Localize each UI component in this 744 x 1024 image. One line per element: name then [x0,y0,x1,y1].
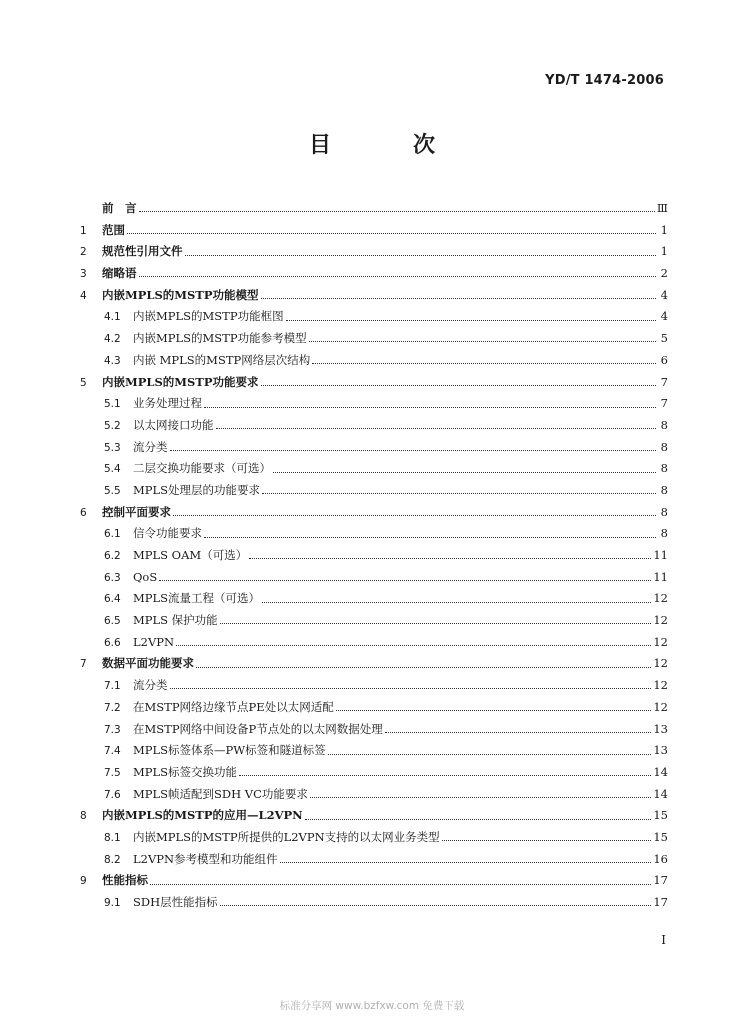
toc-entry-label: 控制平面要求 [102,504,171,519]
toc-entry-number: 5.2 [104,419,121,432]
toc-entry-label: SDH层性能指标 [133,895,218,909]
toc-entry[interactable] [80,198,668,220]
toc-entry-number: 4.1 [104,311,121,324]
toc-entry-page: 17 [653,873,668,888]
toc-entry-label: MPLS帧适配到SDH VC功能要求 [133,786,308,801]
toc-entry-page: 12 [653,591,668,606]
toc-entry-number: 6.2 [104,550,121,562]
toc-entry-page: 14 [653,764,668,779]
toc-entry-label: MPLS标签交换功能 [133,764,238,779]
toc-entry-page: 15 [653,829,668,844]
toc-entry[interactable] [80,415,668,437]
toc-entry-number: 7.1 [104,680,121,693]
toc-entry-label: 业务处理过程 [133,396,202,411]
toc-entry-page: 12 [653,634,668,649]
toc-entry-page: 12 [653,613,668,628]
toc-entry[interactable] [80,306,668,328]
toc-entry[interactable] [80,632,668,654]
toc-entry[interactable] [80,697,668,719]
toc-entry-label: 前 言 [102,201,137,215]
toc-entry-page: 12 [653,699,668,714]
toc-entry-label: 流分类 [133,678,168,693]
toc-entry-number: 4.2 [104,333,121,346]
toc-entry-page: 7 [660,396,668,411]
dot-leader [173,515,656,516]
toc-entry-page: 8 [660,482,668,497]
toc-entry-number: 8.1 [104,831,121,844]
toc-entry[interactable] [80,719,668,741]
dot-leader [385,732,652,733]
toc-entry-number: 1 [80,224,87,237]
dot-leader [280,862,652,863]
toc-entry-label: MPLS OAM（可选） [133,548,248,562]
toc-entry-label: 信令功能要求 [133,526,202,541]
toc-entry[interactable] [80,350,668,372]
toc-entry[interactable] [80,285,668,307]
toc-entry-label: 性能指标 [102,873,148,888]
toc-entry-number: 6.3 [104,571,121,584]
toc-entry-number: 5 [80,376,87,389]
toc-entry[interactable] [80,328,668,350]
toc-entry[interactable] [80,523,668,545]
toc-entry[interactable] [80,437,668,459]
toc-entry[interactable] [80,827,668,849]
dot-leader [273,472,656,473]
toc-entry-number: 2 [80,246,87,259]
toc-entry-number: 3 [80,268,87,281]
toc-entry-label: 在MSTP网络边缘节点PE处以太网适配 [133,699,334,714]
toc-entry[interactable] [80,653,668,675]
toc-entry[interactable] [80,805,668,827]
toc-entry-number: 8 [80,810,87,823]
toc-entry-label: 内嵌MPLS的MSTP功能要求 [102,374,259,389]
toc-entry[interactable] [80,502,668,524]
toc-entry-label: QoS [133,569,158,584]
toc-entry[interactable] [80,740,668,762]
toc-entry-number: 6.5 [104,615,121,628]
toc-entry-label: MPLS 保护功能 [133,613,218,628]
dot-leader [170,450,657,451]
toc-entry-label: 内嵌MPLS的MSTP功能模型 [102,287,259,302]
toc-entry-number: 6 [80,506,87,519]
toc-entry-label: MPLS处理层的功能要求 [133,482,261,497]
dot-leader [312,363,656,364]
dot-leader [220,905,652,906]
toc-entry-label: 缩略语 [102,266,137,281]
toc-entry-number: 7.4 [104,745,121,758]
dot-leader [442,840,652,841]
toc-entry[interactable] [80,372,668,394]
dot-leader [216,428,657,429]
toc-entry[interactable] [80,675,668,697]
dot-leader [239,775,651,776]
toc-entry-number: 7.6 [104,788,121,801]
toc-entry-page: 8 [660,461,668,476]
toc-entry-number: 8.2 [104,853,121,866]
toc-entry-number: 4.3 [104,354,121,367]
toc-entry[interactable] [80,545,668,567]
toc-entry-page: 15 [653,808,668,823]
toc-entry-label: 二层交换功能要求（可选） [133,461,271,476]
dot-leader [310,797,651,798]
toc-entry-number: 7 [80,658,87,671]
dot-leader [185,255,657,256]
dot-leader [159,580,651,581]
toc-entry-label: 内嵌 MPLS的MSTP网络层次结构 [133,352,311,367]
toc-entry[interactable] [80,220,668,242]
toc-entry-number: 6.1 [104,528,121,541]
toc-entry-page: 13 [653,721,668,736]
toc-entry-label: L2VPN [133,634,175,649]
toc-entry[interactable] [80,480,668,502]
dot-leader [150,884,651,885]
dot-leader [139,211,655,212]
dot-leader [309,341,656,342]
toc-entry-number: 9.1 [104,897,121,909]
toc-entry-label: 以太网接口功能 [133,417,214,432]
standard-code: YD/T 1474-2006 [545,73,664,88]
toc-entry-label: L2VPN参考模型和功能组件 [133,851,278,866]
toc-entry[interactable] [80,458,668,480]
toc-entry[interactable] [80,762,668,784]
toc-entry-page: 12 [653,678,668,693]
toc-entry-page: 1 [660,222,668,237]
page-title: 目 次 [308,133,465,158]
toc-entry[interactable] [80,870,668,892]
toc-entry-page: 14 [653,786,668,801]
toc-entry-number: 7.3 [104,723,121,736]
toc-entry-page: 11 [653,548,668,562]
dot-leader [204,537,656,538]
dot-leader [262,602,651,603]
dot-leader [204,407,656,408]
dot-leader [249,558,651,559]
toc-entry-page: 16 [653,851,668,866]
toc-entry-number: 5.5 [104,484,121,497]
toc-entry[interactable] [80,241,668,263]
toc-entry-page: 4 [660,309,668,324]
toc-entry-number: 7.5 [104,766,121,779]
toc-entry-label: 在MSTP网络中间设备P节点处的以太网数据处理 [133,721,383,736]
dot-leader [196,667,651,668]
toc-entry[interactable] [80,263,668,285]
toc-entry-label: 内嵌MPLS的MSTP功能框图 [133,309,284,324]
toc-entry-page: 6 [660,352,668,367]
toc-entry[interactable] [80,567,668,589]
dot-leader [305,819,652,820]
toc-entry[interactable] [80,393,668,415]
dot-leader [328,754,652,755]
toc-entry-page: 1 [660,244,668,259]
toc-entry-page: 11 [653,569,668,584]
toc-entry-label: MPLS标签体系—PW标签和隧道标签 [133,743,326,758]
toc-entry-number: 6.4 [104,593,121,606]
toc-entry-number: 5.4 [104,463,121,476]
dot-leader [127,233,656,234]
toc-entry-label: 内嵌MPLS的MSTP的应用—L2VPN [102,808,303,823]
toc-entry-page: 5 [660,331,668,346]
toc-entry-page: 13 [653,743,668,758]
dot-leader [336,710,652,711]
toc-entry-number: 4 [80,289,87,302]
toc-entry-label: 内嵌MPLS的MSTP功能参考模型 [133,331,307,346]
toc-entry-page: 8 [660,417,668,432]
dot-leader [261,298,656,299]
toc-entry-number: 7.2 [104,701,121,714]
toc-entry-page: 12 [653,656,668,671]
dot-leader [220,623,652,624]
watermark: 标准分享网 www.bzfxw.com 免费下载 [279,1000,465,1012]
toc-entry-page: 8 [660,504,668,519]
dot-leader [170,688,652,689]
toc-entry-label: 规范性引用文件 [102,244,183,259]
dot-leader [262,493,656,494]
dot-leader [261,385,656,386]
toc-entry-page: 8 [660,439,668,454]
toc-entry[interactable] [80,892,668,914]
toc-entry-label: 流分类 [133,439,168,454]
toc-entry-page: 8 [660,526,668,541]
toc-entry[interactable] [80,784,668,806]
page-number: I [661,933,666,947]
toc-entry-label: MPLS流量工程（可选） [133,591,261,606]
toc-entry-page: 7 [660,374,668,389]
toc-entry-page: 4 [660,287,668,302]
toc-entry-label: 内嵌MPLS的MSTP所提供的L2VPN支持的以太网业务类型 [133,829,440,844]
toc-entry-number: 5.3 [104,441,121,454]
toc-entry-number: 9 [80,875,87,888]
toc-entry-label: 范围 [102,222,125,237]
toc-entry-number: 6.6 [104,636,121,649]
table-of-contents [80,198,668,914]
dot-leader [176,645,651,646]
toc-entry[interactable] [80,849,668,871]
toc-entry-label: 数据平面功能要求 [102,656,194,671]
toc-entry[interactable] [80,588,668,610]
toc-entry[interactable] [80,610,668,632]
toc-entry-page: 17 [653,895,668,909]
dot-leader [286,320,656,321]
toc-entry-page: Ⅲ [656,201,668,215]
dot-leader [139,276,657,277]
toc-entry-number: 5.1 [104,398,121,411]
toc-entry-page: 2 [660,266,668,281]
